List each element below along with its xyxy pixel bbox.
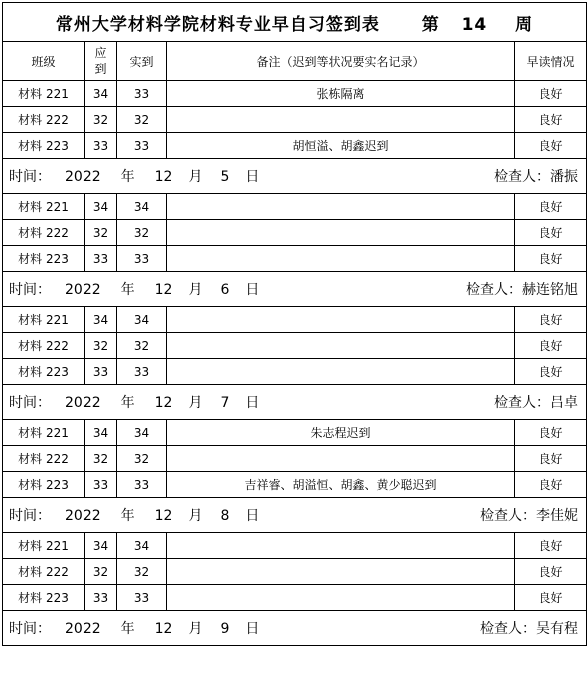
- actual-cell: 33: [117, 585, 167, 611]
- table-row: [3, 533, 587, 559]
- remark-cell: [167, 246, 515, 272]
- table-row: [3, 194, 587, 220]
- year-unit: 年: [120, 395, 135, 411]
- table-row: [3, 472, 587, 498]
- remark-cell: 朱志程迟到: [167, 420, 515, 446]
- day-unit: 日: [245, 169, 260, 185]
- time-label: 时间：: [9, 282, 51, 298]
- actual-cell: 32: [117, 333, 167, 359]
- class-cell: 材料 222: [3, 333, 85, 359]
- remark-cell: 胡恒溢、胡鑫迟到: [167, 133, 515, 159]
- class-cell: 材料 222: [3, 107, 85, 133]
- class-cell: 材料 223: [3, 246, 85, 272]
- actual-cell: 33: [117, 359, 167, 385]
- year-value: 2022: [65, 169, 101, 185]
- actual-cell: 34: [117, 307, 167, 333]
- checker-name: 吕卓: [550, 395, 578, 411]
- checker-label: 检查人：: [480, 508, 536, 524]
- expected-cell: 34: [85, 420, 117, 446]
- checker-label: 检查人：: [494, 169, 550, 185]
- date-row: [3, 611, 587, 646]
- month-value: 12: [154, 395, 173, 411]
- month-unit: 月: [188, 395, 203, 411]
- header-class: 班级: [3, 42, 85, 81]
- actual-cell: 32: [117, 446, 167, 472]
- month-value: 12: [154, 282, 173, 298]
- expected-cell: 33: [85, 359, 117, 385]
- header-actual: 实到: [117, 42, 167, 81]
- reading-cell: 良好: [515, 307, 587, 333]
- actual-cell: 34: [117, 533, 167, 559]
- date-checker-cell: [3, 272, 587, 307]
- reading-cell: 良好: [515, 133, 587, 159]
- reading-cell: 良好: [515, 81, 587, 107]
- class-cell: 材料 223: [3, 359, 85, 385]
- class-cell: 材料 222: [3, 559, 85, 585]
- year-unit: 年: [120, 508, 135, 524]
- reading-cell: 良好: [515, 194, 587, 220]
- reading-cell: 良好: [515, 220, 587, 246]
- actual-cell: 32: [117, 220, 167, 246]
- class-cell: 材料 221: [3, 307, 85, 333]
- class-cell: 材料 223: [3, 133, 85, 159]
- month-unit: 月: [188, 282, 203, 298]
- header-expected-bottom: 到: [94, 62, 107, 76]
- checker-name: 潘振: [550, 169, 578, 185]
- remark-cell: [167, 446, 515, 472]
- expected-cell: 33: [85, 133, 117, 159]
- day-value: 7: [220, 395, 230, 411]
- reading-cell: 良好: [515, 446, 587, 472]
- expected-cell: 34: [85, 533, 117, 559]
- table-row: [3, 107, 587, 133]
- expected-cell: 33: [85, 246, 117, 272]
- actual-cell: 33: [117, 81, 167, 107]
- class-cell: 材料 222: [3, 446, 85, 472]
- expected-cell: 34: [85, 194, 117, 220]
- reading-cell: 良好: [515, 472, 587, 498]
- expected-cell: 32: [85, 559, 117, 585]
- date-checker-cell: [3, 611, 587, 646]
- remark-cell: [167, 533, 515, 559]
- table-row: [3, 81, 587, 107]
- class-cell: 材料 222: [3, 220, 85, 246]
- actual-cell: 34: [117, 194, 167, 220]
- expected-cell: 32: [85, 107, 117, 133]
- date-checker-cell: [3, 498, 587, 533]
- reading-cell: 良好: [515, 533, 587, 559]
- reading-cell: 良好: [515, 559, 587, 585]
- reading-cell: 良好: [515, 246, 587, 272]
- year-value: 2022: [65, 508, 101, 524]
- title-text: 常州大学材料学院材料专业早自习签到表: [55, 14, 380, 35]
- day-unit: 日: [245, 621, 260, 637]
- year-unit: 年: [120, 169, 135, 185]
- week-prefix: 第: [421, 14, 440, 35]
- table-row: [3, 585, 587, 611]
- header-remarks: 备注（迟到等状况要实名记录）: [167, 42, 515, 81]
- remark-cell: [167, 220, 515, 246]
- header-expected-top: 应: [94, 46, 107, 60]
- class-cell: 材料 221: [3, 194, 85, 220]
- header-expected: [85, 42, 117, 81]
- class-cell: 材料 223: [3, 472, 85, 498]
- expected-cell: 32: [85, 220, 117, 246]
- expected-cell: 33: [85, 585, 117, 611]
- actual-cell: 33: [117, 246, 167, 272]
- reading-cell: 良好: [515, 585, 587, 611]
- actual-cell: 34: [117, 420, 167, 446]
- date-checker-cell: [3, 385, 587, 420]
- remark-cell: [167, 559, 515, 585]
- remark-cell: [167, 359, 515, 385]
- table-row: [3, 220, 587, 246]
- month-unit: 月: [188, 508, 203, 524]
- actual-cell: 33: [117, 472, 167, 498]
- reading-cell: 良好: [515, 420, 587, 446]
- date-row: [3, 498, 587, 533]
- date-checker-cell: [3, 159, 587, 194]
- table-row: [3, 446, 587, 472]
- expected-cell: 32: [85, 446, 117, 472]
- checker-label: 检查人：: [466, 282, 522, 298]
- year-value: 2022: [65, 395, 101, 411]
- day-value: 6: [220, 282, 230, 298]
- remark-cell: 吉祥睿、胡溢恒、胡鑫、黄少聪迟到: [167, 472, 515, 498]
- remark-cell: [167, 333, 515, 359]
- checker-label: 检查人：: [494, 395, 550, 411]
- remark-cell: [167, 585, 515, 611]
- remark-cell: [167, 107, 515, 133]
- expected-cell: 32: [85, 333, 117, 359]
- day-value: 9: [220, 621, 230, 637]
- expected-cell: 34: [85, 307, 117, 333]
- date-row: [3, 159, 587, 194]
- remark-cell: [167, 307, 515, 333]
- actual-cell: 32: [117, 107, 167, 133]
- expected-cell: 34: [85, 81, 117, 107]
- checker-name: 吴有程: [536, 621, 578, 637]
- reading-cell: 良好: [515, 333, 587, 359]
- class-cell: 材料 221: [3, 81, 85, 107]
- week-number: 14: [461, 14, 488, 35]
- actual-cell: 32: [117, 559, 167, 585]
- checker-label: 检查人：: [480, 621, 536, 637]
- date-row: [3, 272, 587, 307]
- title-row: [3, 3, 587, 42]
- month-unit: 月: [188, 169, 203, 185]
- table-row: [3, 333, 587, 359]
- day-unit: 日: [245, 282, 260, 298]
- actual-cell: 33: [117, 133, 167, 159]
- month-value: 12: [154, 169, 173, 185]
- month-unit: 月: [188, 621, 203, 637]
- time-label: 时间：: [9, 169, 51, 185]
- checker-name: 李佳妮: [536, 508, 578, 524]
- expected-cell: 33: [85, 472, 117, 498]
- table-row: [3, 420, 587, 446]
- checker-name: 赫连铭旭: [522, 282, 578, 298]
- year-unit: 年: [120, 621, 135, 637]
- remark-cell: 张栋隔离: [167, 81, 515, 107]
- attendance-sheet: [2, 2, 587, 646]
- time-label: 时间：: [9, 508, 51, 524]
- table-row: [3, 246, 587, 272]
- table-row: [3, 133, 587, 159]
- remark-cell: [167, 194, 515, 220]
- table-row: [3, 359, 587, 385]
- sheet-title: [3, 3, 587, 42]
- month-value: 12: [154, 508, 173, 524]
- time-label: 时间：: [9, 621, 51, 637]
- day-unit: 日: [245, 508, 260, 524]
- table-row: [3, 559, 587, 585]
- date-row: [3, 385, 587, 420]
- day-unit: 日: [245, 395, 260, 411]
- year-value: 2022: [65, 282, 101, 298]
- week-suffix: 周: [515, 14, 534, 35]
- year-value: 2022: [65, 621, 101, 637]
- reading-cell: 良好: [515, 359, 587, 385]
- day-value: 8: [220, 508, 230, 524]
- month-value: 12: [154, 621, 173, 637]
- header-row: [3, 42, 587, 81]
- table-row: [3, 307, 587, 333]
- header-reading: 早读情况: [515, 42, 587, 81]
- class-cell: 材料 223: [3, 585, 85, 611]
- class-cell: 材料 221: [3, 420, 85, 446]
- day-value: 5: [220, 169, 230, 185]
- class-cell: 材料 221: [3, 533, 85, 559]
- reading-cell: 良好: [515, 107, 587, 133]
- time-label: 时间：: [9, 395, 51, 411]
- year-unit: 年: [120, 282, 135, 298]
